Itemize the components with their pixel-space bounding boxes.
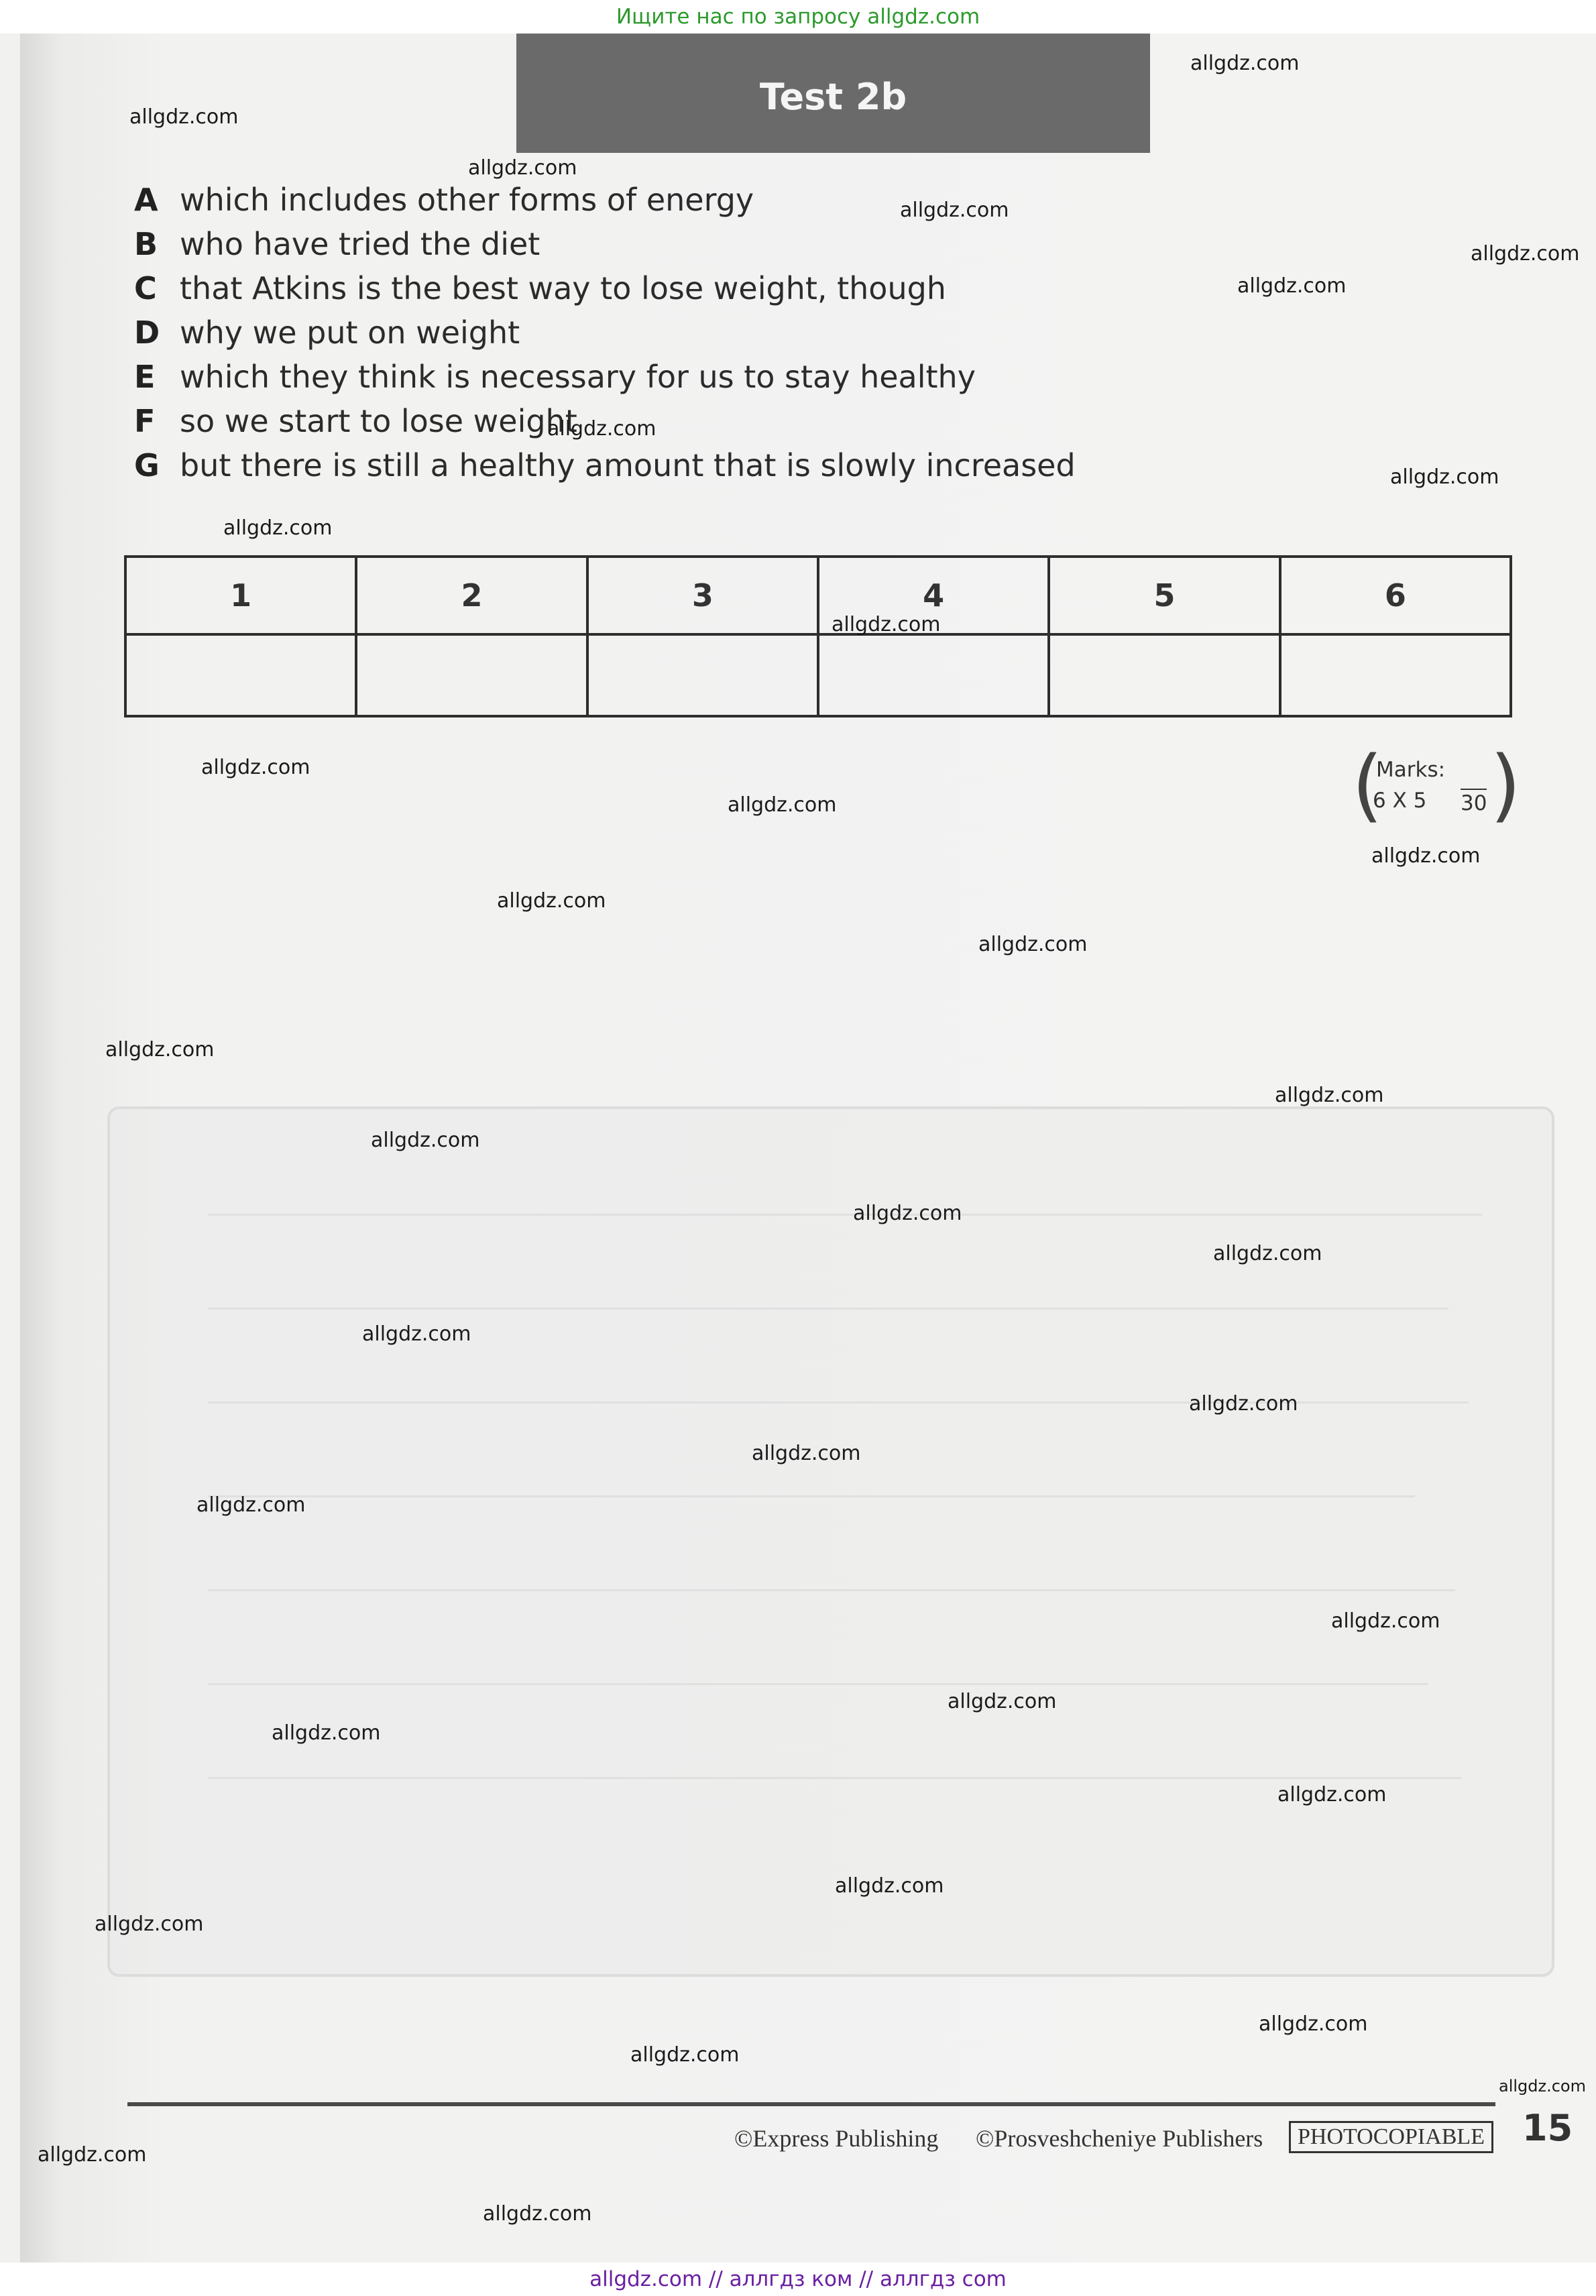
test-title: Test 2b (759, 76, 907, 118)
answer-grid (124, 555, 1512, 718)
watermark: allgdz.com (196, 1493, 306, 1517)
watermark: allgdz.com (371, 1129, 480, 1152)
test-title-bar (516, 34, 1150, 153)
watermark: allgdz.com (1277, 1783, 1387, 1806)
show-through-line (208, 1308, 1448, 1310)
watermark: allgdz.com (201, 756, 310, 779)
watermark: allgdz.com (630, 2043, 740, 2067)
watermark: allgdz.com (272, 1721, 381, 1745)
answer-header: 4 (818, 557, 1049, 634)
option-letter: F (134, 403, 156, 439)
option-text: that Atkins is the best way to lose weight, though (180, 270, 946, 306)
option-letter: B (134, 226, 158, 262)
watermark: allgdz.com (468, 156, 577, 180)
option-letter: D (134, 314, 160, 351)
answer-cell[interactable] (818, 634, 1049, 716)
option-text: which includes other forms of energy (180, 182, 754, 218)
watermark: allgdz.com (1471, 242, 1580, 266)
answer-header: 6 (1280, 557, 1511, 634)
watermark: allgdz.com (832, 613, 941, 636)
show-through-line (208, 1777, 1462, 1779)
answer-cell[interactable] (1049, 634, 1279, 716)
watermark: allgdz.com (728, 793, 837, 817)
marks-box (1352, 738, 1522, 831)
marks-label: Marks: (1376, 758, 1446, 782)
watermark: allgdz.com (752, 1442, 861, 1465)
watermark: allgdz.com (483, 2202, 592, 2226)
option-letter: G (134, 447, 160, 483)
option-item (134, 355, 1076, 399)
option-item (134, 222, 1076, 266)
show-through-box (107, 1106, 1554, 1977)
watermark: allgdz.com (547, 417, 657, 441)
page-number: 15 (1522, 2107, 1573, 2149)
watermark: allgdz.com (853, 1202, 962, 1225)
bottom-banner[interactable]: allgdz.com // аллгдз ком // аллгдз com (0, 2262, 1596, 2296)
watermark: allgdz.com (1499, 2077, 1586, 2096)
left-paren: ( (1352, 738, 1383, 831)
watermark: allgdz.com (1189, 1392, 1298, 1416)
right-paren: ) (1490, 738, 1522, 831)
watermark: allgdz.com (1259, 2012, 1368, 2036)
watermark: allgdz.com (223, 516, 333, 540)
watermark: allgdz.com (1390, 465, 1499, 489)
option-text: who have tried the diet (180, 226, 540, 262)
footer-rule (127, 2102, 1495, 2106)
option-text: which they think is necessary for us to stay healthy (180, 359, 976, 395)
watermark: allgdz.com (129, 105, 239, 129)
publisher-express: ©Express Publishing (734, 2125, 939, 2152)
option-letter: C (134, 270, 157, 306)
answer-cell[interactable] (356, 634, 587, 716)
answer-cell[interactable] (125, 634, 356, 716)
watermark: allgdz.com (900, 198, 1009, 222)
watermark: allgdz.com (978, 933, 1088, 956)
watermark: allgdz.com (1371, 844, 1481, 868)
watermark: allgdz.com (95, 1912, 204, 1936)
option-text: but there is still a healthy amount that is slowly increased (180, 447, 1076, 483)
publisher-prosveshcheniye: ©Prosveshcheniye Publishers (976, 2125, 1263, 2152)
show-through-line (208, 1683, 1428, 1685)
watermark: allgdz.com (497, 889, 606, 913)
answer-header: 3 (587, 557, 818, 634)
watermark: allgdz.com (948, 1690, 1057, 1713)
photocopiable-badge: PHOTOCOPIABLE (1289, 2121, 1493, 2153)
watermark: allgdz.com (835, 1874, 944, 1898)
watermark: allgdz.com (1275, 1084, 1384, 1107)
answer-header: 5 (1049, 557, 1279, 634)
options-list (134, 178, 1076, 487)
answer-cell[interactable] (1280, 634, 1511, 716)
option-letter: E (134, 359, 156, 395)
show-through-line (208, 1214, 1482, 1216)
option-text: why we put on weight (180, 314, 520, 351)
watermark: allgdz.com (38, 2143, 147, 2167)
option-text: so we start to lose weight (180, 403, 577, 439)
answer-header: 2 (356, 557, 587, 634)
watermark: allgdz.com (362, 1322, 471, 1346)
answer-cell[interactable] (587, 634, 818, 716)
show-through-line (208, 1495, 1415, 1497)
top-banner[interactable]: Ищите нас по запросу allgdz.com (0, 0, 1596, 34)
watermark: allgdz.com (1331, 1609, 1440, 1633)
option-letter: A (134, 182, 158, 218)
show-through-line (208, 1589, 1455, 1591)
watermark: allgdz.com (105, 1038, 215, 1061)
option-item (134, 310, 1076, 355)
option-item (134, 266, 1076, 310)
marks-total: 30 (1461, 789, 1487, 815)
option-item (134, 443, 1076, 487)
answer-header: 1 (125, 557, 356, 634)
watermark: allgdz.com (1237, 274, 1347, 298)
marks-calc: 6 X 5 (1373, 789, 1427, 813)
watermark: allgdz.com (1213, 1242, 1322, 1265)
watermark: allgdz.com (1190, 52, 1300, 75)
